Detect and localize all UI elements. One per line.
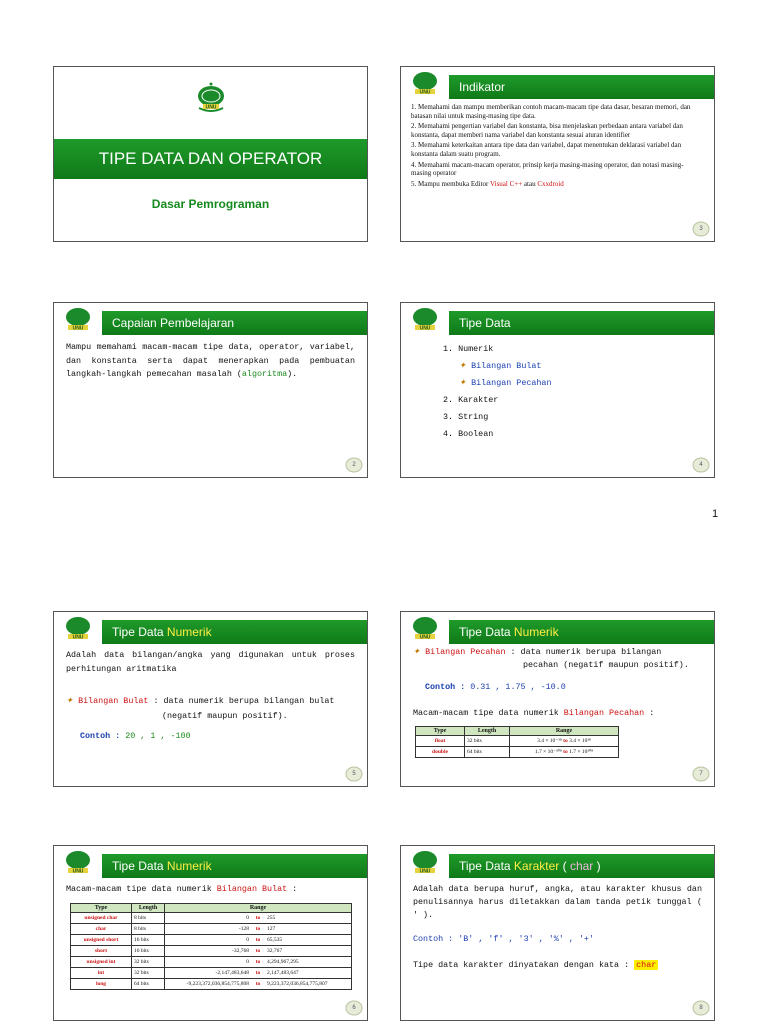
slide-numerik-bulat xyxy=(53,611,368,787)
slide-title-text: TIPE DATA DAN OPERATOR xyxy=(98,149,323,168)
page-number-badge: 3 xyxy=(692,221,710,237)
list-item: 1. Numerik xyxy=(443,344,494,354)
capaian-body: Mampu memahami macam-macam tipe data, operator, variabel, dan konstanta serta dapat menerapkan pada pembuatan langkah-langkah pemecahan masalah (algoritma). xyxy=(66,342,355,379)
table-row: char 8 bits -128 to 127 xyxy=(71,924,352,935)
contoh-line: Contoh : 0.31 , 1.75 , -10.0 xyxy=(425,682,566,692)
svg-text:UNU: UNU xyxy=(419,89,431,96)
slide-karakter xyxy=(400,845,715,1021)
bilangan-bulat-def: ✦ Bilangan Bulat : data numerik berupa bilangan bulat (negatif maupun positif). xyxy=(66,696,335,721)
page-number-badge: 7 xyxy=(692,766,710,782)
svg-text:UNU: UNU xyxy=(419,868,431,875)
list-item: 2. Memahami pengertian variabel dan konstanta, bisa menjelaskan perbedaan antara variabel dan konstanta, dapat memberi nama variabel dan konstanta sesuai aturan identifier xyxy=(411,122,683,139)
table-row: long 64 bits -9,223,372,036,854,775,808 to 9,223,372,036,854,775,807 xyxy=(71,979,352,990)
contoh-line: Contoh : 'B' , 'f' , '3' , '%' , '+' xyxy=(413,934,594,944)
list-item: 3. String xyxy=(443,412,489,422)
list-item: ✦ Bilangan Pecahan xyxy=(459,378,552,388)
svg-text:UNU: UNU xyxy=(205,104,217,111)
table-row: unsigned char 8 bits 0 to 255 xyxy=(71,913,352,924)
table-row: unsigned int 32 bits 0 to 4,294,967,295 xyxy=(71,957,352,968)
macam-line: Macam-macam tipe data numerik Bilangan Pecahan : xyxy=(413,708,655,718)
svg-text:UNU: UNU xyxy=(72,634,84,641)
bulat-table xyxy=(70,903,352,990)
bullet-icon: ✦ xyxy=(413,647,421,657)
slide-header: Tipe Data Numerik xyxy=(102,620,367,644)
unu-logo-icon xyxy=(60,848,96,878)
karakter-body: Adalah data berupa huruf, angka, atau karakter khusus dan penulisannya harus diletakkan dalam tanda petik tunggal ( ' ). xyxy=(413,884,702,920)
indikator-list xyxy=(411,103,702,188)
unu-logo-icon xyxy=(407,305,443,335)
slide-numerik-table xyxy=(53,845,368,1021)
declaration-line: Tipe data karakter dinyatakan dengan kata : char xyxy=(413,960,657,970)
page-number-badge: 6 xyxy=(345,1000,363,1016)
page-number-badge: 4 xyxy=(692,457,710,473)
list-item: 4. Boolean xyxy=(443,429,494,439)
page-number-badge: 8 xyxy=(692,1000,710,1016)
table-header: Range xyxy=(510,727,619,736)
unu-logo-icon xyxy=(60,305,96,335)
table-header: Length xyxy=(465,727,510,736)
list-item: 4. Memahami macam-macam operator, prinsip kerja masing-masing operator, dan notasi masing-masing operator xyxy=(411,160,684,178)
contoh-line: Contoh : 20 , 1 , -100 xyxy=(80,731,191,741)
slide-header: Tipe Data xyxy=(449,311,714,335)
table-row: float 32 bits 3.4 × 10⁻³⁸ to 3.4 × 10³⁸ xyxy=(416,736,619,747)
svg-text:UNU: UNU xyxy=(72,325,84,332)
unu-logo-icon xyxy=(60,614,96,644)
slide-header: Capaian Pembelajaran xyxy=(102,311,367,335)
unu-logo-icon xyxy=(191,81,231,117)
bullet-icon: ✦ xyxy=(459,361,467,371)
bullet-icon: ✦ xyxy=(66,696,74,706)
bullet-icon: ✦ xyxy=(459,378,467,388)
unu-logo-icon xyxy=(407,69,443,99)
list-item: ✦ Bilangan Bulat xyxy=(459,361,542,371)
slide-tipe-data xyxy=(400,302,715,478)
table-row: double 64 bits 1.7 × 10⁻³⁰⁸ to 1.7 × 10³⁰⁸ xyxy=(416,747,619,758)
table-header: Length xyxy=(132,904,165,913)
bilangan-pecahan-def: ✦ Bilangan Pecahan : data numerik berupa bilangan pecahan (negatif maupun positif). xyxy=(413,647,689,670)
unu-logo-icon xyxy=(407,614,443,644)
slide-header: Tipe Data Numerik xyxy=(449,620,714,644)
table-header: Type xyxy=(71,904,132,913)
slide-subtitle: Dasar Pemrograman xyxy=(151,197,270,211)
table-row: short 16 bits -32,768 to 32,767 xyxy=(71,946,352,957)
svg-text:UNU: UNU xyxy=(419,325,431,332)
slide-header: Tipe Data Numerik xyxy=(102,854,367,878)
list-item: 1. Memahami dan mampu memberikan contoh macam-macam tipe data dasar, besaran memori, dan batasan nilai untuk masing-masing tipe data. xyxy=(411,103,691,120)
slide-header: Tipe Data Karakter ( char ) xyxy=(449,854,714,878)
table-header: Range xyxy=(165,904,352,913)
svg-text:UNU: UNU xyxy=(72,868,84,875)
numerik-body: Adalah data bilangan/angka yang digunakan untuk proses perhitungan aritmatika xyxy=(66,650,355,674)
slide-indikator xyxy=(400,66,715,242)
list-item: 2. Karakter xyxy=(443,395,499,405)
page-number-badge: 2 xyxy=(345,457,363,473)
table-row: unsigned short 16 bits 0 to 65,535 xyxy=(71,935,352,946)
page-number-badge: 5 xyxy=(345,766,363,782)
unu-logo-icon xyxy=(407,848,443,878)
page-number: 1 xyxy=(712,508,719,520)
table-row: int 32 bits -2,147,483,648 to 2,147,483,647 xyxy=(71,968,352,979)
slide-numerik-pecahan xyxy=(400,611,715,787)
list-item: 5. Mampu membuka Editor Visual C++ atau Cxxdroid xyxy=(411,179,564,188)
slide-capaian xyxy=(53,302,368,478)
macam-line: Macam-macam tipe data numerik Bilangan Bulat : xyxy=(66,884,298,894)
svg-text:UNU: UNU xyxy=(419,634,431,641)
slide-header: Indikator xyxy=(449,75,714,99)
tipe-data-list xyxy=(443,341,551,443)
list-item: 3. Memahami keterkaitan antara tipe data dan variabel, dapat menentukan deklarasi variabel dan konstanta dalam suatu program. xyxy=(411,141,682,158)
table-header: Type xyxy=(416,727,465,736)
slide-title xyxy=(53,66,368,242)
pecahan-table xyxy=(415,726,619,758)
